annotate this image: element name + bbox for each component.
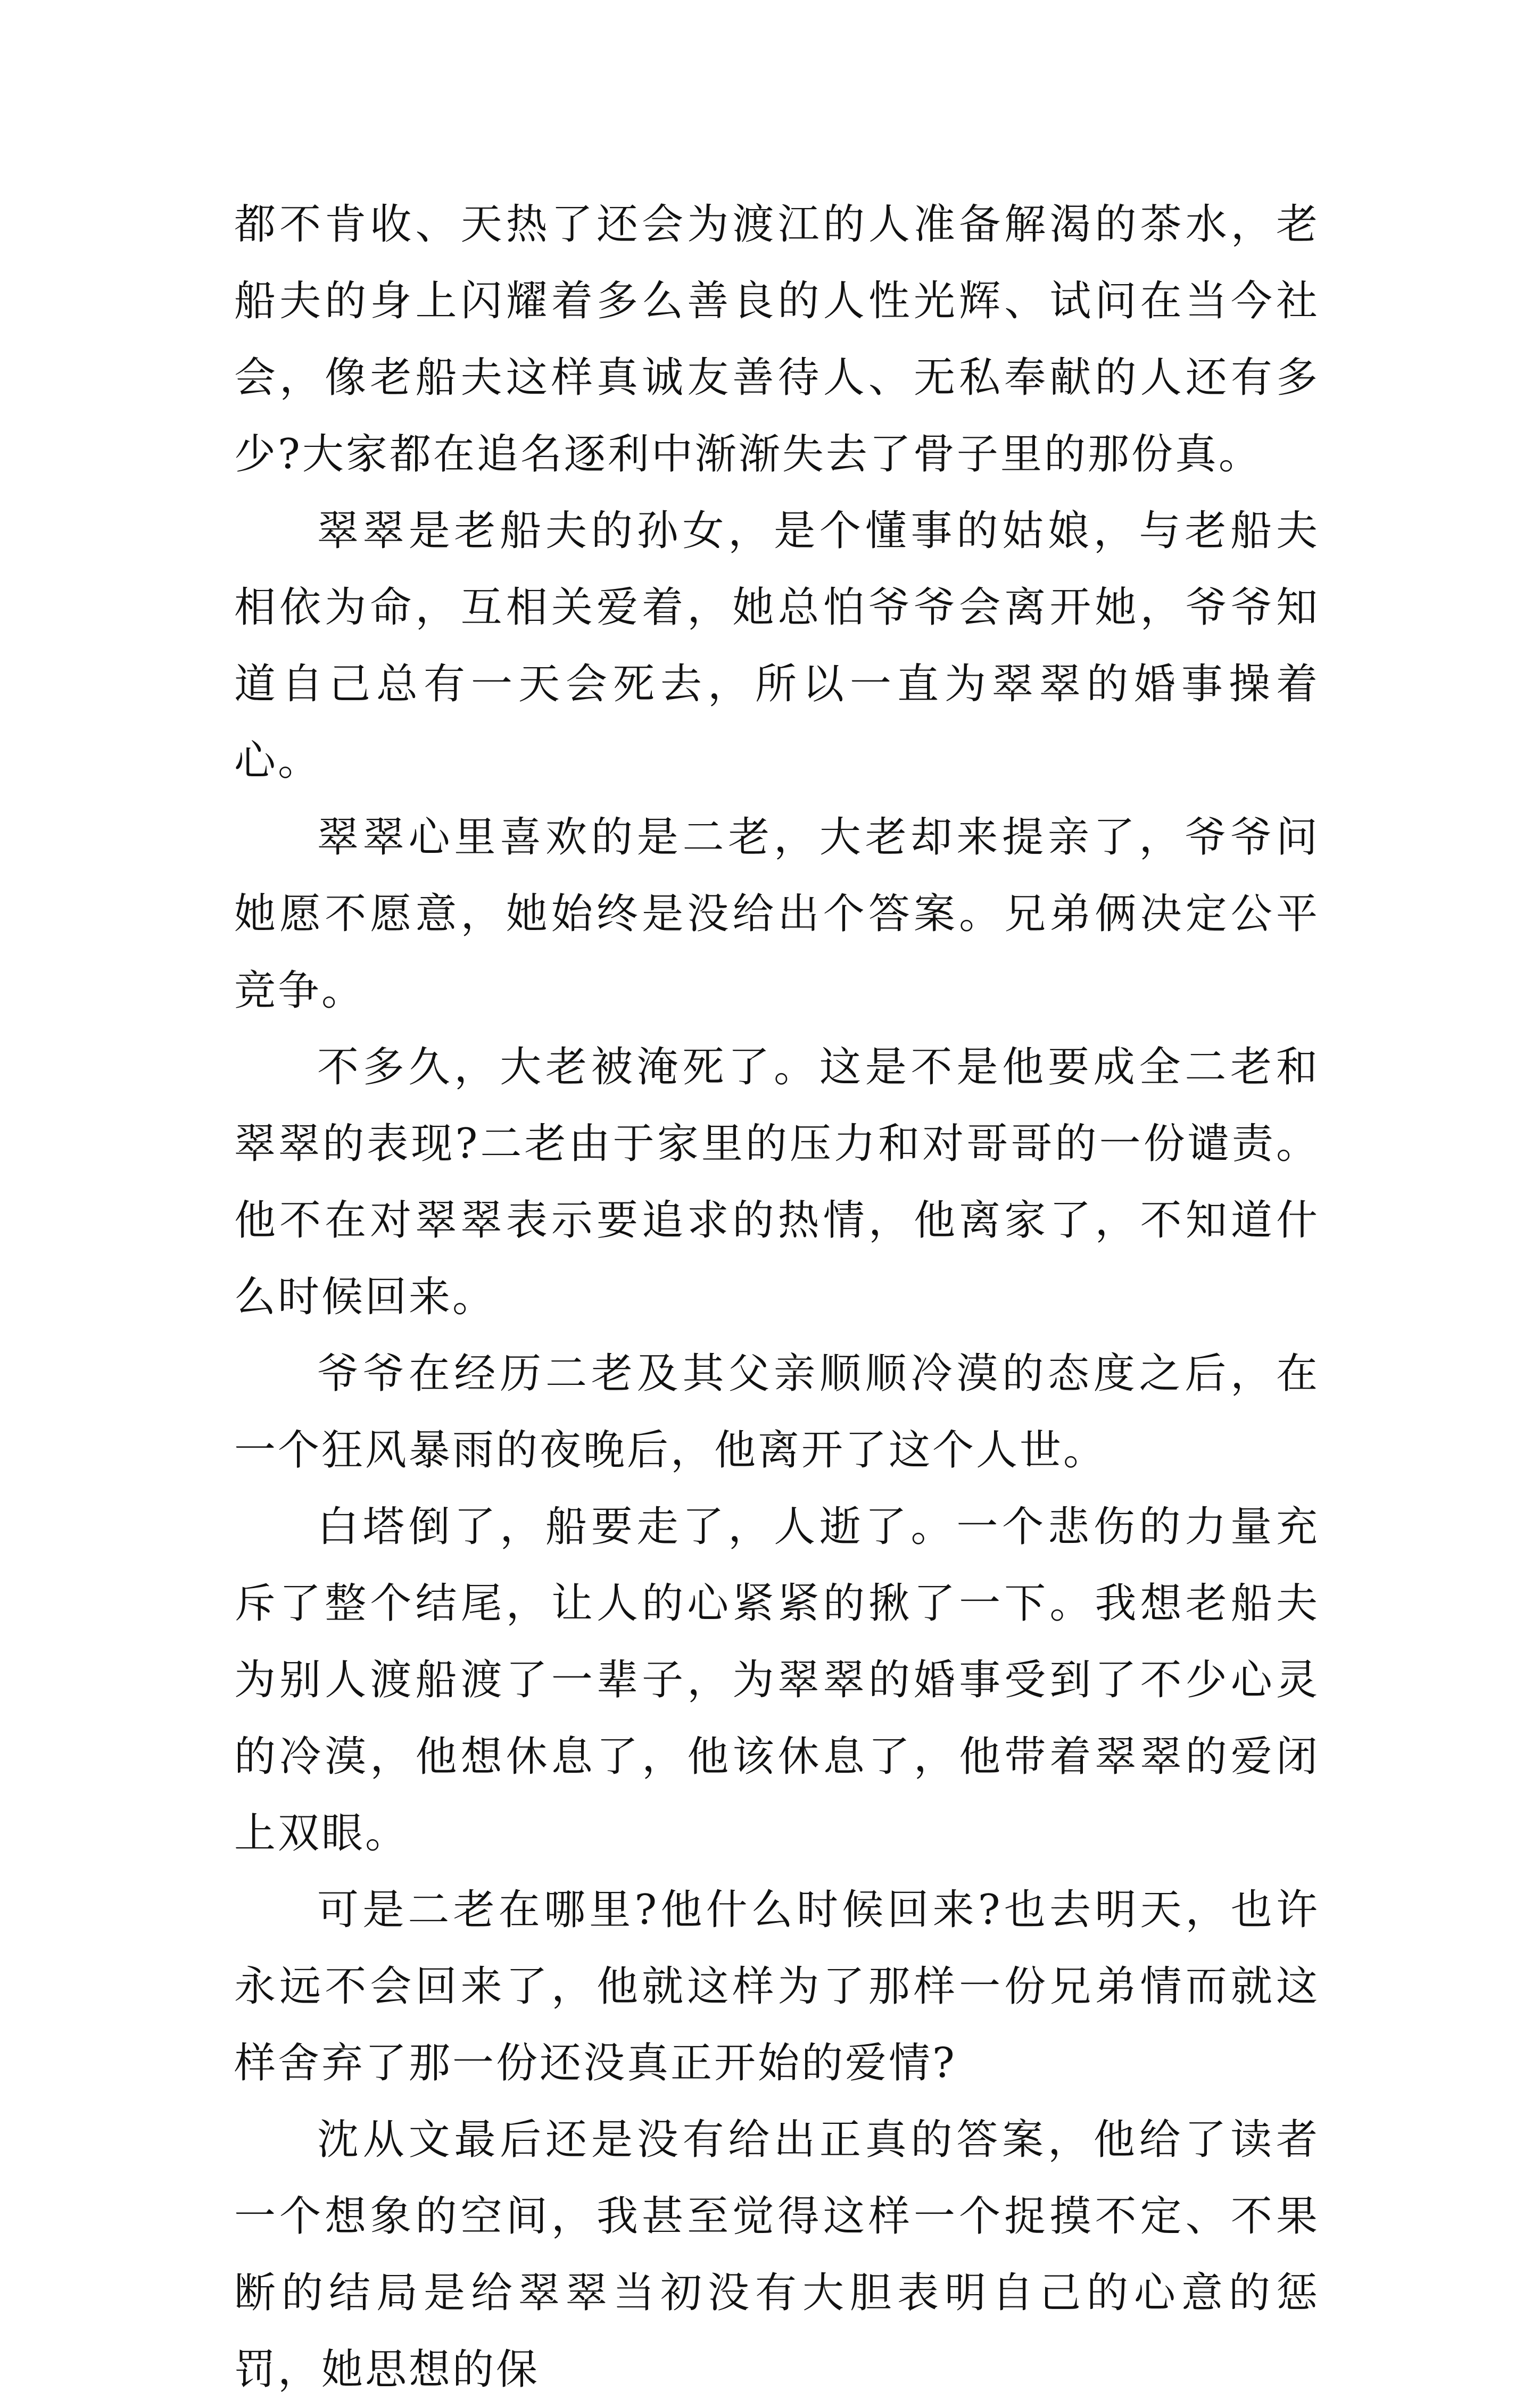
paragraph-3: 翠翠心里喜欢的是二老，大老却来提亲了，爷爷问她愿不愿意，她始终是没给出个答案。兄弟俩决定公平竞争。	[234, 813, 1320, 1015]
paragraph-7: 可是二老在哪里?他什么时候回来?也去明天，也许永远不会回来了，他就这样为了那样一份兄弟情而就这样舍弃了那一份还没真正开始的爱情?	[234, 1886, 1320, 2087]
paragraph-4: 不多久，大老被淹死了。这是不是他要成全二老和翠翠的表现?二老由于家里的压力和对哥哥的一份谴责。他不在对翠翠表示要追求的热情，他离家了，不知道什么时候回来。	[234, 1043, 1320, 1321]
paragraph-1: 都不肯收、天热了还会为渡江的人准备解渴的茶水，老船夫的身上闪耀着多么善良的人性光辉、试问在当今社会，像老船夫这样真诚友善待人、无私奉献的人还有多少?大家都在追名逐利中渐渐失去了骨子里的那份真。	[234, 201, 1320, 478]
paragraph-8: 沈从文最后还是没有给出正真的答案，他给了读者一个想象的空间，我甚至觉得这样一个捉摸不定、不果断的结局是给翠翠当初没有大胆表明自己的心意的惩罚，她思想的保	[234, 2116, 1320, 2394]
body-text	[234, 186, 1320, 2408]
paragraph-5: 爷爷在经历二老及其父亲顺顺冷漠的态度之后，在一个狂风暴雨的夜晚后，他离开了这个人世。	[234, 1350, 1320, 1474]
paragraph-2: 翠翠是老船夫的孙女，是个懂事的姑娘，与老船夫相依为命，互相关爱着，她总怕爷爷会离开她，爷爷知道自己总有一天会死去，所以一直为翠翠的婚事操着心。	[234, 507, 1320, 785]
paragraph-6: 白塔倒了，船要走了，人逝了。一个悲伤的力量充斥了整个结尾，让人的心紧紧的揪了一下。我想老船夫为别人渡船渡了一辈子，为翠翠的婚事受到了不少心灵的冷漠，他想休息了，他该休息了，他带着翠翠的爱闭上双眼。	[234, 1503, 1320, 1857]
